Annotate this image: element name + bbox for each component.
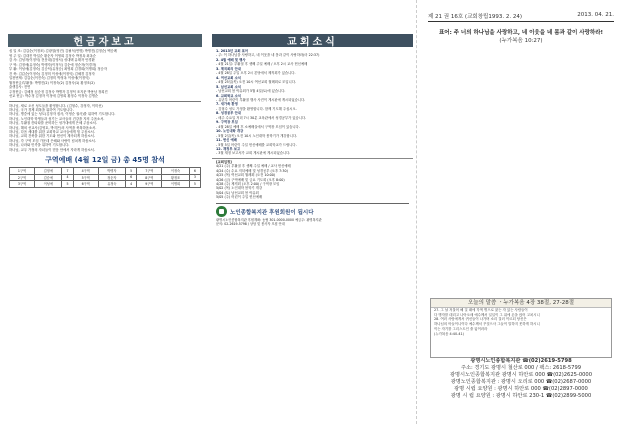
table-cell: 박명자 (98, 167, 125, 174)
contact-line: 광명시노인종합복지관 ☎(02)2619-5798 (470, 358, 572, 364)
table-cell: 이정숙 (162, 167, 189, 174)
todays-word-title: 오늘의 말씀 ㆍ누가복음 4장 38절, 27-28절 (431, 299, 611, 308)
church-news-panel (212, 0, 413, 424)
offering-list (0, 49, 210, 99)
table-cell: 5 (62, 181, 73, 188)
news-item: - 김형수 성도 가정을 환영합니다. 함께 기도해 주십시오. (216, 106, 297, 111)
scripture-line: 하나님의 아들이니이다 예수께서 꾸짖으사 그들이 말하지 못하게 하시니 (434, 322, 540, 327)
schedule-item: 5/05 (주) 어린이 주일 헌신예배 (216, 195, 263, 200)
news-heading: 3. 제직회의 안내 (216, 66, 241, 71)
news-item: - 4월 25일(목) 오전 10시 여선교회 월례회로 모입니다. (216, 80, 296, 85)
news-heading: 8. 성경공부 안내 (216, 111, 241, 116)
scripture-line: 27. 그 날 저물어 해 질 때에 각색 병으로 앓는 자 있는 사람들이 (434, 308, 528, 312)
news-heading: 11. 헌신 예배 (216, 138, 237, 143)
table-cell: 4 (126, 181, 137, 188)
table-cell: 유정숙 (98, 181, 125, 188)
table-cell: 3구역 (10, 181, 35, 188)
news-item: - 5월 2일(목) 오전 10시 노인대학 봄학기가 개강합니다. (216, 133, 298, 138)
news-heading: 2. 4월 예배 및 행사 (216, 57, 246, 62)
welfare-footer (212, 218, 413, 227)
welfare-logo-icon (216, 206, 227, 217)
news-list (212, 49, 413, 156)
cover-panel (420, 0, 620, 424)
offering-line: 십 일 조: 김갑순(이정조) 김광열(영진) 김필석(연명) 박명진(김정순) 백순례 (9, 49, 117, 53)
table-cell: 1구역 (10, 167, 35, 174)
prayer-line: 하나님, 국가 경제 회복을 위하여 기도합니다. (9, 107, 74, 112)
prayer-line: 하나님, 나라와 민족을 위하여 기도합니다. (9, 143, 70, 148)
prayer-line: 하나님, 해외 선교사(김영호, 박지은)의 사역을 축복하옵소서. (9, 125, 97, 130)
prayer-line: 하나님, 다음 세대를 위한 교회학교 교사들에게 힘 주옵소서. (9, 129, 95, 134)
news-item: - 4월 28일 예배 후 소예배실에서 구역장 모임이 있습니다. (216, 124, 300, 129)
news-item: - 유년부 어린이 부활절 행사 사진이 게시판에 게시되었습니다. (216, 97, 306, 102)
news-item: - 남선교회 봄 야유회가 5월 4일(토)에 있습니다. (216, 89, 286, 94)
table-cell: 4구역 (73, 167, 98, 174)
news-item: - 주: 이 하나님을 사랑하고, 네 이웃을 네 몸과 같이 사랑하라(마 22:37) (216, 53, 320, 58)
contact-line: 광명 시립 요양원 : 광명시 하안로 000 ☎(02)2897-0000 (454, 386, 588, 393)
table-cell: 김순애 (35, 174, 62, 181)
prayer-requests (0, 104, 210, 152)
prayer-line: 하나님, 부활절 칸타타를 준비하는 성가대에게 은혜 주옵소서. (9, 121, 98, 126)
offering-line: 선교 헌금: 박수정 김정자 이정애 김영희 황정수 이정숙 김명순 (9, 94, 99, 98)
header-rule (428, 21, 614, 22)
offering-line: 감 사: 김성자(이정익) 전문대(김영서) 성대택 유태자 안경환 (9, 58, 95, 62)
church-motto: 표어: 주 너의 하나님을 사랑하고, 네 이웃을 네 몸과 같이 사랑하라! (438, 30, 604, 36)
prayer-line: 하나님, 교우 가정의 자녀들이 믿음 안에서 자라게 하옵소서. (9, 147, 95, 152)
contact-line: 광명노인종합복지관 : 광명시 오리로 000 ☎(02)2687-0000 (450, 379, 592, 386)
table-cell: 8구역 (137, 174, 162, 181)
scripture-line: 이는 자기를 그리스도인 줄 앎이러라 (434, 326, 488, 331)
table-cell: 5 (126, 167, 137, 174)
news-item: - 5월 5일 어린이 주일 헌신예배를 교회학교가 드립니다. (216, 142, 297, 147)
news-item: - 매주 수요일 저녁 7시 30분 교육관에서 성경공부가 있습니다. (216, 115, 307, 120)
prayer-line: 하나님, 병중에 있는 성도(김정자 집사, 이영순 권사)를 위하여 기도합니다. (9, 112, 116, 117)
schedule-item: 4/26 (금) 구역예배 및 금요 기도회 (오후 8:00) (216, 177, 285, 182)
prayer-line: 하나님, 노인대학 학생들과 섬기는 교사들의 건강을 지켜 주옵소서. (9, 116, 105, 121)
prayer-line: 하나님, 새로 오신 성도들을 환영합니다. (김형수, 강정자, 이미선) (9, 103, 103, 108)
welfare-ad (216, 206, 409, 218)
schedule-item: 4/25 (목) 여선교회 월례회 (오전 10:00) (216, 173, 276, 178)
contact-info (428, 358, 614, 401)
footer-line: 문의: 02-2619-5798 / 상담 및 봉사자 모집 안내 (216, 221, 285, 226)
issue-number: 제 21 권 16호 (교회창립1993. 2. 24) (428, 14, 522, 20)
schedule-item: 4/28 (주) 제직회 (오후 2:00) / 구역장 모임 (216, 181, 280, 186)
offering-line: 영 주 일: 김대진 박일순 황순자 이영희 김정숙 박정옥 최옥순 (9, 53, 96, 58)
table-cell: 이명희 (162, 181, 189, 188)
church-news-banner: 교회소식 (212, 34, 413, 47)
table-cell: 6 (126, 174, 137, 181)
issue-header (428, 12, 614, 20)
schedule-caption: [교회일정] (216, 159, 232, 164)
table-cell: 황정조 (162, 174, 189, 181)
table-cell: 이성애 (35, 181, 62, 188)
table-cell: 6구역 (73, 181, 98, 188)
offering-report-banner: 헌금자보고 (8, 34, 202, 47)
news-heading: 9. 구역장 모임 (216, 120, 238, 125)
scripture-line: (누가복음 4:40-41) (434, 331, 464, 336)
footer-line: 광명시노인종합복지관 후원계좌: 농협 301-0000-0000 예금주: 광명복지관 (216, 217, 322, 222)
news-item: - 4월 21일: 부활절 후 셋째 주일 예배 / 오후 2시 교사 헌신예배 (216, 62, 308, 67)
news-heading: 6. 교회학교 소식 (216, 93, 241, 98)
table-cell: 7구역 (137, 167, 162, 174)
divider (9, 101, 201, 102)
contact-line: 광명시노인종합복지관 광명시 하안로 000 ☎(02)2625-0000 (449, 372, 593, 379)
news-heading: 10. 노인대학 개강 (216, 129, 244, 134)
offering-line: 건 축: 김갑순(이정숙) 김정미 이성애(이정익) 김혜경 김정자 (9, 71, 95, 76)
divider (216, 203, 409, 204)
table-row (10, 181, 201, 188)
issue-date: 2013. 04. 21. (577, 12, 614, 18)
fold-line (416, 0, 417, 424)
welfare-ad-text: 노인종합복지관 후원회원이 됩시다 (230, 209, 314, 216)
table-cell: 3 (189, 174, 200, 181)
schedule-item: 4/24 (수) 수요 저녁예배 및 성경공부 (오후 7:30) (216, 168, 288, 173)
contact-line: 광명 시 립 요양원 : 광명시 하안로 230-1 ☎(02)2899-5000 (450, 393, 592, 400)
news-heading: 1. 2013년 교회 표어 (216, 49, 249, 53)
schedule-item: 5/02 (목) 노인대학 봄학기 개강 (216, 186, 263, 191)
motto-reference: (누가복음 10:27) (499, 38, 543, 44)
table-cell: 정순자 (98, 174, 125, 181)
offering-line: 주정헌금: 김혜정 심순정 김정숙 박병자 김정덕 조지문 박용남 정희진 (9, 89, 108, 94)
news-heading: 12. 재정부 보고 (216, 146, 241, 151)
offering-line: 일천번제: 김갑순(이진숙) 김정미 박정옥 이성애(이정익) (9, 76, 90, 80)
news-heading: 5. 남선교회 소식 (216, 84, 241, 89)
table-cell: 2구역 (10, 174, 35, 181)
news-heading: 4. 여선교회 소식 (216, 75, 241, 80)
table-cell: 5구역 (73, 174, 98, 181)
schedule-section (212, 158, 413, 201)
prayer-line: 하나님, 교회 건축을 위한 기도와 헌신이 계속되게 하옵소서. (9, 134, 95, 139)
table-cell: 김정애 (35, 167, 62, 174)
offering-line: 출생감사: 전연 (9, 85, 31, 89)
table-row (10, 167, 201, 174)
offering-line: 구 역: 김정애(유정숙) 박명자(이정식) 김순애 정순자(이경자) (9, 62, 97, 67)
news-item: - 4월 28일 주일 오후 2시 본당에서 제직회가 있습니다. (216, 71, 296, 76)
schedule-item: 4/21 (주) 부활절 후 셋째 주일 예배 / 교사 헌신예배 (216, 164, 291, 169)
table-cell: 4 (62, 174, 73, 181)
prayer-line: 하나님, 각 구역 모임 가운데 은혜와 사랑이 넘치게 하옵소서. (9, 138, 96, 143)
table-cell: 6 (189, 167, 200, 174)
schedule-item: 5/04 (토) 남선교회 봄 야유회 (216, 190, 259, 195)
cell-worship-title: 구역예배 (4월 12일 금) 총 45명 참석 (45, 155, 165, 164)
table-cell: 9구역 (137, 181, 162, 188)
cell-worship-table (9, 167, 201, 188)
table-row (10, 174, 201, 181)
table-cell: 5 (189, 181, 200, 188)
offering-line: 부 활: 이성애(김정숙) 김순덕(유정순) 최영희 김경희(이명희) 정순자 (9, 67, 107, 71)
news-item: - 3월 재정 보고서가 교회 게시판에 게시되었습니다. (216, 151, 291, 156)
scripture-line: 다 병자를 데리고 나아오매 예수께서 일일이 그 위에 손을 얹어 고치시니 (434, 312, 540, 317)
table-cell: 7 (62, 167, 73, 174)
scripture-line: 28. 여러 사람에게서 귀신들이 나가며 소리 질러 이르되 당신은 (434, 317, 527, 322)
offering-line: 월정헌금/부활절: 박명진(2) 이정숙(2) 김정숙(1) 황정조(2) (9, 80, 95, 85)
contact-line: 주소: 경기도 광명시 철산로 000 / 팩스: 2618-5799 (460, 365, 582, 372)
todays-word-box (430, 298, 612, 358)
offering-report-panel (0, 0, 210, 424)
news-heading: 7. 새가족 환영 (216, 102, 238, 107)
